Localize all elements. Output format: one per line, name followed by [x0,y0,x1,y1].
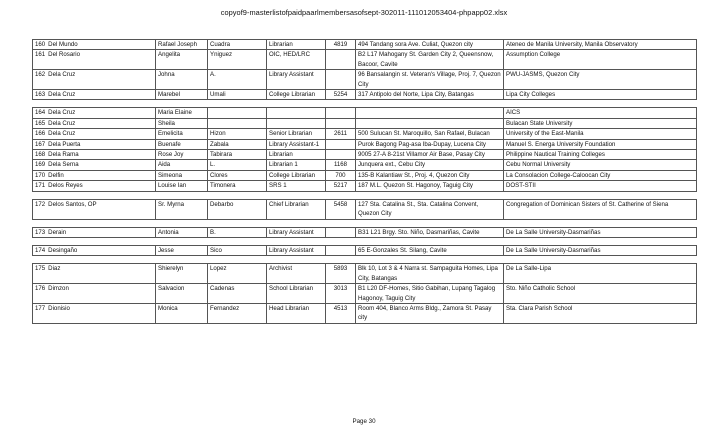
last-name: Derain [48,228,67,236]
spacer-cell [33,191,697,199]
last-name: Diaz [48,265,61,273]
row-number: 163 [35,91,46,99]
cell-number-lastname [33,139,156,149]
last-name: Del Mundo [48,41,78,48]
cell-middle-name: A. [208,70,267,90]
cell-position: Chief Librarian [267,199,326,219]
cell-position: Head Librarian [267,303,326,323]
cell-number-lastname [33,264,156,284]
cell-institution: Cebu Normal University [504,160,697,170]
cell-middle-name: Yniguez [208,50,267,70]
cell-position: Librarian [267,40,326,50]
cell-address: Junquera ext., Cebu City [356,160,504,170]
cell-first-name: Salvacion [156,284,208,304]
row-number: 172 [35,200,46,208]
table-row [33,90,697,100]
cell-position: Library Assistant [267,227,326,237]
cell-address: 187 M.L. Quezon St. Hagonoy, Taguig City [356,181,504,191]
cell-institution: De La Salle-Lipa [504,264,697,284]
cell-first-name: Antonia [156,227,208,237]
last-name: Dionisio [48,304,70,312]
last-name: Dela Puerta [48,140,81,148]
row-spacer [33,237,697,245]
row-number: 168 [35,151,46,159]
table-row [33,70,697,90]
member-table [32,39,697,324]
table-row [33,199,697,219]
row-number: 167 [35,140,46,148]
row-number: 160 [35,41,46,48]
row-spacer [33,191,697,199]
cell-institution: Philippine Nautical Training Colleges [504,150,697,160]
row-number: 173 [35,228,46,236]
cell-middle-name: Debarbo [208,199,267,219]
spacer-cell [33,100,697,108]
table-row [33,118,697,128]
cell-position [267,118,326,128]
cell-first-name: Rafael Joseph [156,40,208,50]
cell-number-lastname [33,199,156,219]
cell-position: College Librarian [267,90,326,100]
row-number: 162 [35,71,46,79]
cell-number-lastname [33,129,156,139]
row-number: 166 [35,130,46,138]
cell-number-lastname [33,70,156,90]
last-name: Dela Cruz [48,91,76,99]
table-row [33,50,697,70]
row-spacer [33,100,697,108]
cell-address: B31 L21 Brgy. Sto. Niño, Dasmariñas, Cavite [356,227,504,237]
cell-institution: DOST-STII [504,181,697,191]
table-row [33,245,697,255]
cell-position: Library Assistant [267,245,326,255]
cell-middle-name: L. [208,160,267,170]
cell-postal-code: 2611 [326,129,356,139]
cell-institution: Ateneo de Manila University, Manila Observatory [504,40,697,50]
table-row [33,227,697,237]
cell-address: 317 Antipolo del Norte, Lipa City, Batangas [356,90,504,100]
table-row [33,264,697,284]
document-title: copyof9-masterlistofpaidpaarlmembersasofsept-302011-111012053404-phpapp02.xlsx [220,8,508,17]
cell-postal-code: 5254 [326,90,356,100]
cell-postal-code [326,150,356,160]
cell-middle-name: Clores [208,170,267,180]
cell-first-name: Simeona [156,170,208,180]
cell-first-name: Johna [156,70,208,90]
cell-address: 494 Tandang sora Ave. Culiat, Quezon city [356,40,504,50]
cell-address: 127 Sta. Catalina St., Sta. Catalina Convent, Quezon City [356,199,504,219]
table-row [33,303,697,323]
cell-first-name: Shierelyn [156,264,208,284]
cell-address: Purok Bagong Pag-asa Iba-Dupay, Lucena City [356,139,504,149]
last-name: Dela Cruz [48,109,76,117]
cell-address: 9005 27-A 8-21st Villamor Air Base, Pasay City [356,150,504,160]
last-name: Del Rosario [48,51,81,59]
row-number: 177 [35,304,46,312]
row-number: 165 [35,119,46,127]
cell-number-lastname [33,108,156,118]
last-name: Desingaño [48,246,78,254]
cell-middle-name [208,108,267,118]
cell-position: Librarian 1 [267,160,326,170]
row-spacer [33,219,697,227]
last-name: Dela Rama [48,151,79,159]
cell-institution: PWU-JASMS, Quezon City [504,70,697,90]
cell-position: Archivist [267,264,326,284]
cell-position: Librarian [267,150,326,160]
cell-number-lastname [33,40,156,50]
spacer-cell [33,237,697,245]
cell-position [267,108,326,118]
cell-middle-name: Umali [208,90,267,100]
last-name: Delos Reyes [48,182,83,190]
cell-postal-code [326,108,356,118]
cell-first-name: Jesse [156,245,208,255]
cell-first-name: Louise Ian [156,181,208,191]
cell-middle-name: Tabirara [208,150,267,160]
cell-position: Library Assistant-1 [267,139,326,149]
cell-middle-name: Hizon [208,129,267,139]
last-name: Dela Cruz [48,130,76,138]
cell-institution: Manuel S. Energa University Foundation [504,139,697,149]
cell-address: 500 Sulucan St. Maroquillo, San Rafael, Bulacan [356,129,504,139]
spacer-cell [33,219,697,227]
cell-address [356,118,504,128]
page-number: Page 30 [352,418,376,425]
cell-first-name: Emelicita [156,129,208,139]
cell-address: B1 L20 DF-Homes, Sitio Gabihan, Lupang Tagalog Hagonoy, Taguig City [356,284,504,304]
cell-postal-code: 5458 [326,199,356,219]
cell-postal-code [326,118,356,128]
cell-position: Library Assistant [267,70,326,90]
table-row [33,181,697,191]
last-name: Dela Serna [48,161,79,169]
cell-postal-code: 1168 [326,160,356,170]
row-number: 170 [35,171,46,179]
cell-middle-name: B. [208,227,267,237]
row-number: 174 [35,246,46,254]
cell-number-lastname [33,227,156,237]
row-number: 169 [35,161,46,169]
table-row [33,160,697,170]
cell-number-lastname [33,150,156,160]
cell-institution: De La Salle University-Dasmariñas [504,227,697,237]
table-row [33,150,697,160]
cell-number-lastname [33,160,156,170]
cell-address [356,108,504,118]
cell-postal-code [326,245,356,255]
cell-institution: La Consolacion College-Caloocan City [504,170,697,180]
last-name: Dela Cruz [48,119,76,127]
cell-middle-name: Sico [208,245,267,255]
cell-position: College Librarian [267,170,326,180]
cell-address: B2 L17 Mahogany St. Garden City 2, Queensnow, Bacoor, Cavite [356,50,504,70]
cell-position: SRS 1 [267,181,326,191]
spacer-cell [33,256,697,264]
cell-postal-code: 700 [326,170,356,180]
cell-address: Blk 10, Lot 3 & 4 Narra st. Sampaguita Homes, Lipa City, Batangas [356,264,504,284]
cell-middle-name: Zabala [208,139,267,149]
cell-middle-name: Cuadra [208,40,267,50]
cell-institution: Assumption College [504,50,697,70]
cell-address: 135-B Kalantiaw St., Proj. 4, Quezon City [356,170,504,180]
cell-number-lastname [33,170,156,180]
cell-postal-code [326,227,356,237]
cell-middle-name: Lopez [208,264,267,284]
row-number: 164 [35,109,46,117]
cell-number-lastname [33,245,156,255]
table-row [33,40,697,50]
last-name: Dimzon [48,285,69,293]
cell-institution: University of the East-Manila [504,129,697,139]
row-number: 176 [35,285,46,293]
row-spacer [33,256,697,264]
cell-institution: AICS [504,108,697,118]
last-name: Dela Cruz [48,71,76,79]
cell-middle-name: Fernandez [208,303,267,323]
cell-number-lastname [33,303,156,323]
cell-postal-code: 4819 [326,40,356,50]
cell-position: School Librarian [267,284,326,304]
last-name: Delos Santos, OP [48,200,97,208]
row-number: 161 [35,51,46,59]
cell-number-lastname [33,50,156,70]
table-row [33,108,697,118]
cell-postal-code: 3013 [326,284,356,304]
cell-number-lastname [33,90,156,100]
last-name: Delfin [48,171,64,179]
cell-middle-name: Timonera [208,181,267,191]
cell-middle-name: Cadenas [208,284,267,304]
cell-position: Senior Librarian [267,129,326,139]
table-body [33,40,697,324]
cell-first-name: Monica [156,303,208,323]
cell-postal-code [326,50,356,70]
cell-postal-code: 5893 [326,264,356,284]
cell-first-name: Buenafe [156,139,208,149]
cell-first-name: Marebel [156,90,208,100]
cell-address: 65 E-Gonzales St. Silang, Cavite [356,245,504,255]
table-row [33,170,697,180]
cell-institution: Congregation of Dominican Sisters of St. Catherine of Siena [504,199,697,219]
cell-first-name: Rose Joy [156,150,208,160]
cell-institution: Sto. Niño Catholic School [504,284,697,304]
cell-postal-code [326,70,356,90]
table-row [33,129,697,139]
cell-institution: Sta. Clara Parish School [504,303,697,323]
cell-address: Room 404, Blanco Arms Bldg., Zamora St. Pasay city [356,303,504,323]
cell-first-name: Angelita [156,50,208,70]
table-row [33,284,697,304]
cell-middle-name [208,118,267,128]
cell-first-name: Maria Elaine [156,108,208,118]
cell-institution: Bulacan State University [504,118,697,128]
cell-address: 96 Bansalangin st. Veteran's Village, Proj. 7, Quezon City [356,70,504,90]
cell-postal-code: 4513 [326,303,356,323]
cell-first-name: Sr. Myrna [156,199,208,219]
cell-postal-code: 5217 [326,181,356,191]
row-number: 171 [35,182,46,190]
cell-number-lastname [33,118,156,128]
cell-number-lastname [33,284,156,304]
table-row [33,139,697,149]
row-number: 175 [35,265,46,273]
cell-first-name: Sheila [156,118,208,128]
cell-postal-code [326,139,356,149]
cell-position: OIC, HED/LRC [267,50,326,70]
cell-institution: De La Salle University-Dasmariñas [504,245,697,255]
cell-institution: Lipa City Colleges [504,90,697,100]
cell-number-lastname [33,181,156,191]
cell-first-name: Aida [156,160,208,170]
